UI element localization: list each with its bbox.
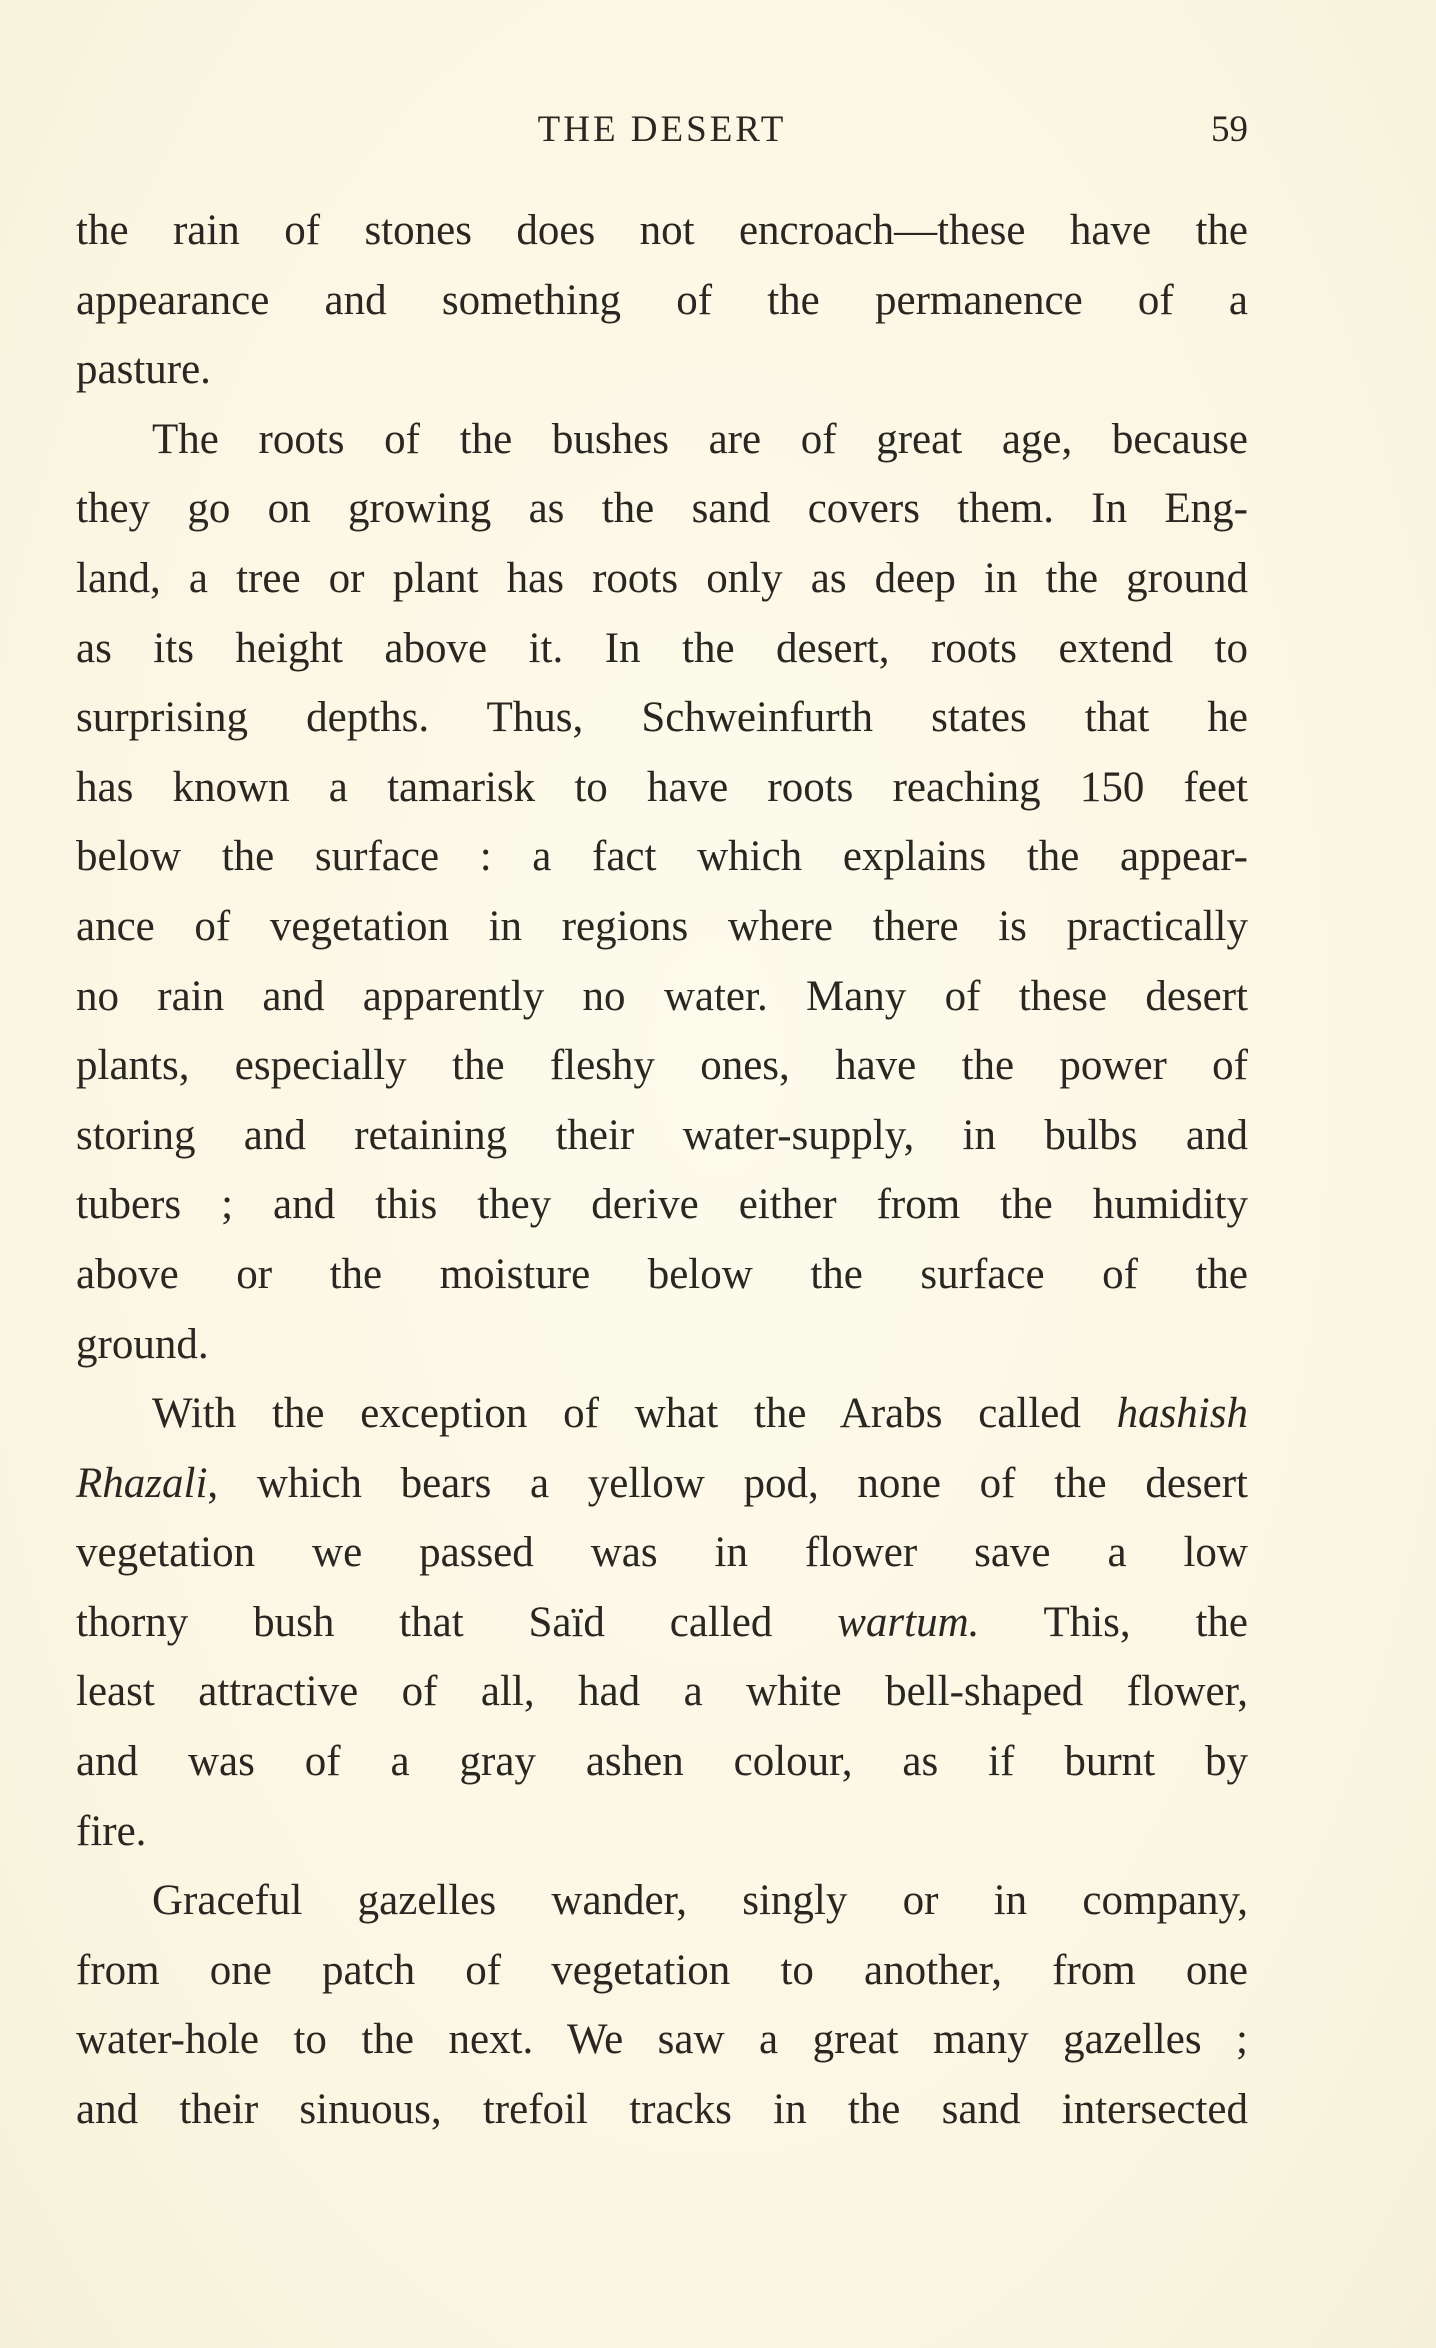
body-text [76, 196, 1248, 2145]
text-line: and was of a gray ashen colour, as if burnt by [76, 1738, 1248, 1786]
text-line: surprising depths. Thus, Schweinfurth states that he [76, 694, 1248, 742]
text-line: plants, especially the fleshy ones, have the power of [76, 1042, 1248, 1090]
text-line: vegetation we passed was in flower save a low [76, 1529, 1248, 1577]
page-number: 59 [1211, 109, 1248, 150]
text-line: the rain of stones does not encroach—these have the [76, 207, 1248, 254]
page-header [76, 100, 1248, 160]
text-run: With the exception of what the Arabs called [152, 1390, 1117, 1438]
text-line [76, 1449, 1248, 1519]
text-line: appearance and something of the permanence of a [76, 276, 1248, 324]
text-line: The roots of the bushes are of great age, because [152, 415, 1248, 463]
text-line [76, 1379, 1248, 1449]
text-run: thorny bush that Saïd called [76, 1598, 838, 1646]
text-run: , which bears a yellow pod, none of the desert [207, 1459, 1248, 1507]
text-line: least attractive of all, had a white bell-shaped flower, [76, 1668, 1248, 1716]
text-line: storing and retaining their water-supply, in bulbs and [76, 1111, 1248, 1159]
text-run: This, the [979, 1598, 1248, 1646]
text-line: has known a tamarisk to have roots reaching 150 feet [76, 763, 1248, 811]
text-line: no rain and apparently no water. Many of these desert [76, 972, 1248, 1020]
text-line: water-hole to the next. We saw a great many gazelles ; [76, 2016, 1248, 2064]
text-line: Graceful gazelles wander, singly or in company, [152, 1877, 1248, 1925]
text-line: they go on growing as the sand covers them. In Eng- [76, 485, 1248, 533]
text-line: below the surface : a fact which explains the appear- [76, 833, 1248, 881]
italic-term: Rhazali [76, 1459, 208, 1507]
running-title: THE DESERT [537, 109, 787, 150]
text-line: ance of vegetation in regions where there is practically [76, 902, 1248, 950]
text-line: tubers ; and this they derive either from the humidity [76, 1181, 1248, 1229]
text-line: pasture. [76, 346, 211, 394]
italic-term: hashish [1116, 1390, 1248, 1438]
text-line: from one patch of vegetation to another, from one [76, 1946, 1248, 1994]
text-line: ground. [76, 1320, 209, 1368]
text-line: above or the moisture below the surface of the [76, 1250, 1248, 1298]
italic-term: wartum. [837, 1598, 980, 1646]
text-line: as its height above it. In the desert, roots extend to [76, 624, 1248, 672]
text-line: fire. [76, 1807, 147, 1855]
text-line: and their sinuous, trefoil tracks in the sand intersected [76, 2086, 1248, 2134]
text-line [76, 1588, 1248, 1658]
text-line: land, a tree or plant has roots only as deep in the ground [76, 554, 1248, 602]
